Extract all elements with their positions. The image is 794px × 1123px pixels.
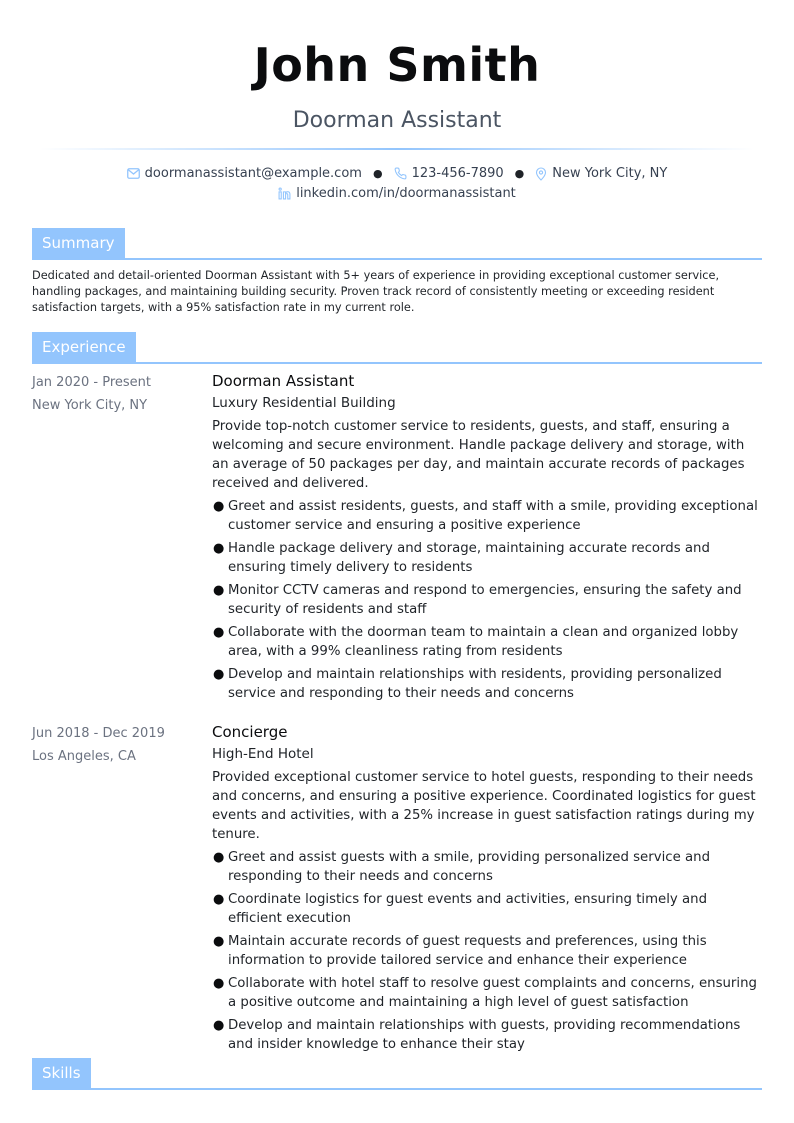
bullet-text: Greet and assist guests with a smile, providing personalized service and responding to their needs and concerns: [228, 850, 711, 884]
bullet-text: Greet and assist residents, guests, and staff with a smile, providing exceptional customer service and ensuring a positive experience: [228, 499, 758, 533]
separator-dot: ●: [372, 167, 383, 180]
list-item: [212, 974, 765, 1012]
contact-linkedin[interactable]: [278, 186, 516, 201]
contact-row-linkedin: [0, 186, 794, 201]
job-details: [212, 371, 765, 707]
contact-phone[interactable]: [394, 166, 504, 181]
experience-section-header: [32, 332, 762, 364]
experience-heading: Experience: [32, 332, 136, 362]
job-bullets: [212, 848, 765, 1054]
email-text[interactable]: doormanassistant@example.com: [144, 166, 362, 181]
job-meta: [32, 722, 202, 768]
bullet-text: Collaborate with the doorman team to maintain a clean and organized lobby area, with a 99% cleanliness rating from residents: [228, 625, 739, 659]
bullet-icon: ●: [213, 892, 225, 907]
list-item: [212, 1016, 765, 1054]
job-details: [212, 722, 765, 1058]
phone-icon: [394, 167, 407, 180]
bullet-text: Develop and maintain relationships with residents, providing personalized service and responding to their needs and concerns: [228, 667, 722, 701]
list-item: [212, 665, 765, 703]
contact-location: [535, 166, 667, 181]
bullet-text: Maintain accurate records of guest requests and preferences, using this information to provide tailored service and enhance their experience: [228, 934, 707, 968]
bullet-icon: ●: [213, 499, 225, 514]
bullet-text: Monitor CCTV cameras and respond to emergencies, ensuring the safety and security of residents and staff: [228, 583, 742, 617]
location-text: New York City, NY: [552, 166, 668, 181]
separator-dot: ●: [514, 167, 525, 180]
bullet-icon: ●: [213, 583, 225, 598]
skills-section-header: [32, 1058, 762, 1090]
summary-text: Dedicated and detail-oriented Doorman Assistant with 5+ years of experience in providing exceptional customer service, handling packages, and maintaining building security. Proven track record of consistently meeting or exceeding resident satisfaction targets, with a 95% satisfaction rate in my current role.: [32, 269, 720, 314]
mail-icon: [127, 168, 140, 179]
contact-email[interactable]: [127, 166, 362, 181]
bullet-text: Coordinate logistics for guest events and activities, ensuring timely and efficient execution: [228, 892, 708, 926]
job-title: Doorman Assistant: [212, 372, 355, 390]
job-meta: [32, 371, 202, 417]
skills-heading: Skills: [32, 1058, 91, 1088]
bullet-icon: ●: [213, 625, 225, 640]
summary-heading: Summary: [32, 228, 125, 258]
bullet-text: Collaborate with hotel staff to resolve guest complaints and concerns, ensuring a positive outcome and maintaining a high level of guest satisfaction: [228, 976, 757, 1010]
bullet-text: Develop and maintain relationships with guests, providing recommendations and insider knowledge to enhance their stay: [228, 1018, 741, 1052]
bullet-icon: ●: [213, 1018, 225, 1033]
list-item: [212, 848, 765, 886]
linkedin-icon: [278, 187, 291, 200]
list-item: [212, 497, 765, 535]
job-dates: Jun 2018 - Dec 2019: [32, 726, 165, 741]
linkedin-text[interactable]: linkedin.com/in/doormanassistant: [296, 186, 516, 201]
job-company: Luxury Residential Building: [212, 395, 396, 411]
bullet-icon: ●: [213, 541, 225, 556]
list-item: [212, 581, 765, 619]
contact-row: [0, 166, 794, 181]
bullet-text: Handle package delivery and storage, maintaining accurate records and ensuring timely delivery to residents: [228, 541, 710, 575]
bullet-icon: ●: [213, 976, 225, 991]
candidate-name: John Smith: [253, 38, 541, 92]
phone-text[interactable]: 123-456-7890: [411, 166, 504, 181]
job-dates: Jan 2020 - Present: [32, 375, 151, 390]
job-location: Los Angeles, CA: [32, 749, 136, 764]
bullet-icon: ●: [213, 934, 225, 949]
job-location: New York City, NY: [32, 398, 148, 413]
header-divider: [40, 148, 754, 150]
bullet-icon: ●: [213, 667, 225, 682]
job-company: High-End Hotel: [212, 746, 314, 762]
job-description: Provide top-notch customer service to residents, guests, and staff, ensuring a welcoming and secure environment. Handle package delivery and storage, with an average of 50 packages per day, and maintain accurate records of packages received and delivered.: [212, 419, 745, 491]
bullet-icon: ●: [213, 850, 225, 865]
list-item: [212, 890, 765, 928]
job-title: Concierge: [212, 723, 288, 741]
job-bullets: [212, 497, 765, 703]
candidate-role: Doorman Assistant: [292, 108, 502, 133]
list-item: [212, 932, 765, 970]
location-pin-icon: [535, 167, 547, 181]
list-item: [212, 623, 765, 661]
job-description: Provided exceptional customer service to hotel guests, responding to their needs and concerns, and ensuring a positive experience. Coordinated logistics for guest events and activities, with a 25% increase in guest satisfaction ratings during my tenure.: [212, 770, 756, 842]
list-item: [212, 539, 765, 577]
summary-section-header: [32, 228, 762, 260]
